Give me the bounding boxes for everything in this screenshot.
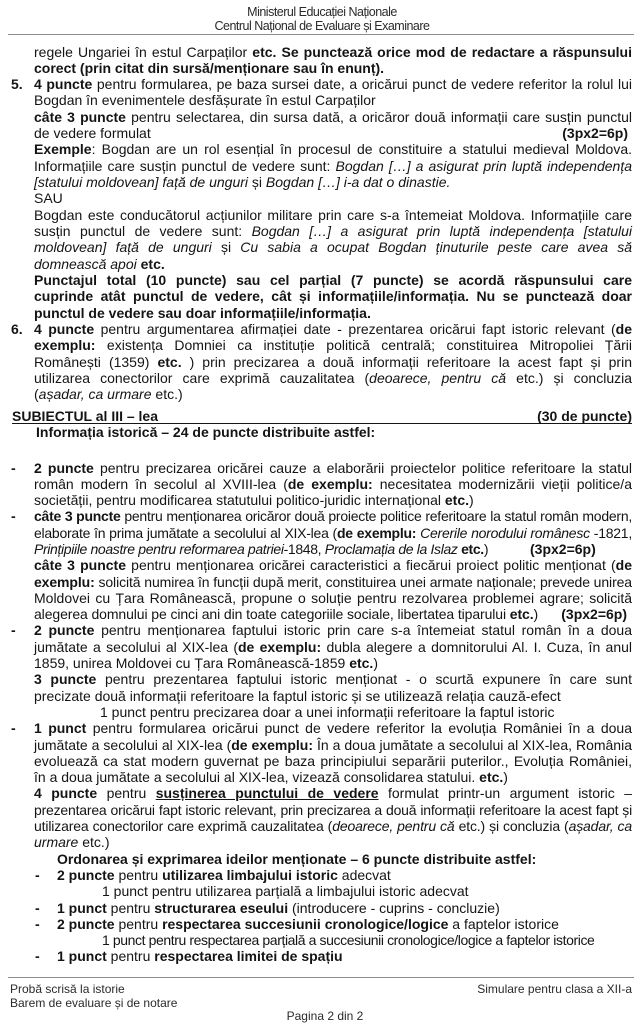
text-line (34, 288, 632, 304)
line-text: 1 punct pentru respectarea parțială a succesiunii cronologice/logice a faptelor istorice (102, 932, 595, 949)
bullet-item (11, 622, 632, 639)
line-text: pentru selectarea, din sursa dată, a oricăror două informații care susțin punctul (125, 108, 632, 125)
points-label: câte 3 puncte (34, 108, 126, 125)
line-text-bold: utilizarea limbajului istoric (162, 866, 338, 883)
partial-score-line (102, 883, 596, 899)
line-text-bold: respectarea succesiunii cronologice/logice (162, 915, 449, 932)
connector-text: așadar, ca (568, 818, 632, 835)
item-5-line (11, 76, 632, 93)
line-text-bold: de exemplu: (231, 736, 314, 753)
historical-info-heading: Informația istorică – 24 de puncte distribuite astfel: (36, 423, 376, 440)
text-line (34, 655, 632, 671)
line-body (34, 606, 542, 622)
line-text: (introducere - cuprins - concluzie) (288, 899, 500, 916)
bullet-dash: - (35, 866, 40, 883)
line-text-bold: de (615, 557, 632, 574)
line-text-bold: etc. (157, 353, 182, 370)
line-text: pentru argumentarea afirmației date - prezentarea oricărui fapt istoric relevant ( (94, 321, 616, 338)
line-text: și (248, 174, 266, 191)
line-text: pentru (114, 866, 163, 883)
bullet-dash: - (35, 948, 40, 965)
bullet-item (11, 459, 632, 476)
connector-text: urmare (34, 834, 79, 851)
text-line (34, 753, 632, 769)
connector-text: deoarece, pentru că (332, 818, 455, 835)
line-text: ) (503, 769, 508, 786)
underlined-emphasis: susținerea punctului de vedere (155, 785, 379, 802)
line-text: pentru (106, 899, 155, 916)
quote-text: [statului moldovean] față de unguri (34, 174, 249, 191)
text-line (34, 370, 632, 386)
line-text: utilizarea conectorilor care exprimă cauzalitatea ( (34, 818, 333, 835)
points-label: 4 puncte (34, 76, 93, 93)
line-text: regele Ungariei în estul Carpaților (34, 43, 253, 60)
text-line (34, 141, 632, 157)
text-line (34, 44, 632, 60)
line-text-bold: etc. (509, 606, 534, 623)
text-line (34, 92, 632, 108)
text-line (34, 272, 632, 288)
text-line (34, 174, 632, 190)
text-line (34, 337, 632, 353)
line-text-bold: etc. (140, 255, 165, 272)
item-6-line (11, 321, 632, 338)
text-line (34, 802, 632, 818)
line-text: Moldovei cu Țara Românească, propune o soluție pentru rezolvarea problemei agrare; solicită (34, 589, 632, 606)
text-line (34, 386, 632, 402)
bullet-item (35, 948, 632, 965)
line-text: : Bogdan are un rol esențial în procesul de constituire a statului medieval Moldova. (91, 141, 632, 158)
text-line (34, 671, 632, 687)
line-text: susțin punctul de vedere sunt: (34, 223, 252, 240)
footer-exam: Probă scrisă la istorie (10, 982, 125, 996)
line-text: pentru (114, 915, 163, 932)
line-text: pentru menționarea oricăror două proiecte politice referitoare la statul român modern, (120, 508, 632, 525)
subject-2-continuation (0, 44, 644, 403)
header-ministry: Ministerul Educației Naționale (247, 5, 397, 19)
subject-3-criteria (0, 460, 644, 965)
page-number: Pagina 2 din 2 (286, 1009, 364, 1023)
text-line (34, 354, 632, 370)
line-text: Informațiile care susțin punctul de vedere sunt: (34, 157, 336, 174)
line-text: etc.) (151, 386, 183, 403)
header-divider (8, 34, 634, 35)
text-line (34, 125, 632, 141)
line-text: dubla alegere a domnitorului Al. I. Cuza, în anul (321, 638, 633, 655)
connector-text: așadar, ca urmare (38, 386, 152, 403)
points-label: câte 3 puncte (34, 508, 121, 525)
footer-grading: Barem de evaluare și de notare (10, 996, 178, 1010)
points-label: 4 puncte (34, 785, 98, 802)
line-text-bold: etc. (349, 655, 374, 672)
text-line (34, 492, 632, 508)
line-text: societății, pentru modificarea statutului politico-juridic internațional (34, 492, 445, 509)
text-line (34, 737, 632, 753)
line-text-bold: structurarea eseului (154, 899, 289, 916)
text-line (34, 525, 632, 541)
line-text-bold: punctul de vedere sau doar informațiile/informația. (34, 304, 371, 321)
score-formula: (3px2=6p) (561, 606, 627, 623)
text-line (34, 769, 632, 785)
bullet-item (35, 866, 632, 883)
subject-3-heading (12, 409, 632, 425)
line-text-bold: exemplu: (34, 573, 95, 590)
line-body (34, 541, 490, 557)
subject-3-title: SUBIECTUL al III – lea (12, 407, 159, 424)
line-text-bold: exemplu: (34, 337, 96, 354)
points-label: 1 punct (34, 720, 87, 737)
text-line (34, 256, 632, 272)
score-formula: (3px2=6p) (562, 125, 628, 142)
line-text: SAU (34, 190, 63, 207)
line-text-bold: de exemplu: (287, 475, 373, 492)
quote-text: Bogdan […] i-a dat o dinastie. (265, 174, 451, 191)
quote-text: moldovean] față de unguri (34, 239, 212, 256)
line-text: ) (469, 492, 474, 509)
ordering-heading (57, 851, 632, 867)
bullet-dash: - (35, 899, 40, 916)
text-line (34, 541, 632, 557)
bullet-item (11, 720, 632, 737)
text-line (34, 574, 632, 590)
document-title: Cererile norodului românesc (420, 524, 590, 541)
line-text: pentru formularea, pe baza sursei date, a oricărui punct de vedere referitor la rolul lui (92, 76, 632, 93)
line-text-bold: etc. (479, 769, 504, 786)
line-text: ) (373, 655, 378, 672)
line-text: utilizarea conectorilor care exprimă cauzalitatea ( (34, 370, 370, 387)
bullet-item (35, 915, 632, 932)
text-line (34, 305, 632, 321)
ordering-heading-text: Ordonarea și exprimarea ideilor menționate – 6 puncte distribuite astfel: (57, 850, 537, 867)
line-text-bold: Punctajul total (10 puncte) sau cel parțial (7 puncte) se acordă răspunsului care (34, 272, 632, 289)
line-text: elaborate în prima jumătate a secolului al XIX-lea ( (34, 524, 337, 541)
text-line (34, 109, 632, 125)
bullet-item (11, 508, 632, 525)
line-text: jumătate a secolului al XIX-lea ( (34, 638, 238, 655)
score-formula: (3px2=6p) (530, 540, 596, 557)
line-text: pentru (106, 948, 155, 965)
points-label: 1 punct (57, 899, 107, 916)
partial-score-line (100, 704, 632, 720)
line-text: precizate două informații referitoare la faptul istoric și se utilizează relația cauză-efect (34, 687, 561, 704)
item-number: 5. (11, 76, 23, 93)
line-text: ) (533, 606, 539, 623)
line-text: jumătate a secolului al XIX-lea ( (34, 736, 232, 753)
line-text: existența Domniei ca instituție politică centrală; constituirea Mitropoliei Țării (95, 337, 632, 354)
quote-text: Cu sabia a ocupat Bogdan ținuturile peste care avea să (240, 239, 633, 256)
subject-3-points: (30 de puncte) (537, 407, 632, 424)
line-text-bold: etc. (444, 492, 469, 509)
partial-score-line (102, 932, 596, 948)
line-text: ( (34, 386, 39, 403)
line-text: și (211, 239, 241, 256)
line-text: ) prin precizarea a două informații referitoare la acest fapt și prin (181, 353, 632, 370)
line-text-bold: corect (prin citat din sursă/menționare sau în enunț). (34, 59, 385, 76)
line-text: pentru precizarea oricărei cauze a elaborării proiectelor politice referitoare la statul (93, 459, 632, 476)
line-text: de vedere formulat (34, 125, 151, 142)
line-text: alegerea domnului pe cinci ani din toate categoriile sociale, libertatea tiparului (34, 606, 510, 623)
line-text: etc.) și concluzia (506, 370, 633, 387)
text-line (34, 785, 632, 801)
line-text-bold: etc. (461, 540, 484, 557)
quote-text: Bogdan […] a asigurat prin luptă independența [statului (251, 223, 632, 240)
line-text: etc.) și concluzia ( (454, 818, 569, 835)
line-text: pentru prezentarea faptului istoric menționat - o scurtă expunere în care sunt (96, 671, 632, 688)
text-line (34, 639, 632, 655)
line-text: -1821, (589, 524, 632, 541)
line-text: prezentarea oricărui fapt istoric relevant, prin precizarea a două informații referitoare la acest fapt și (34, 801, 632, 818)
line-text: pentru menționarea oricărei caracteristici a fiecărui proiect politic menționat ( (126, 557, 616, 574)
footer-simulation: Simulare pentru clasa a XII-a (477, 982, 632, 996)
text-line (34, 476, 632, 492)
text-line (34, 60, 632, 76)
points-label: 4 puncte (34, 321, 95, 338)
text-line (34, 158, 632, 174)
bullet-dash: - (11, 459, 16, 476)
line-text: ) (483, 540, 489, 557)
points-label: 2 puncte (57, 915, 115, 932)
connector-text: deoarece, pentru că (369, 370, 507, 387)
line-text-bold: respectarea limitei de spațiu (154, 948, 343, 965)
line-text-bold: de exemplu: (238, 638, 322, 655)
points-label: 2 puncte (34, 459, 94, 476)
points-label: 2 puncte (34, 622, 95, 639)
line-text: a faptelor istorice (448, 915, 559, 932)
line-text: român modern în secolul al XVIII-lea ( (34, 475, 288, 492)
line-text: necesitatea modernizării vieții politice/a (372, 475, 632, 492)
bullet-dash: - (11, 622, 16, 639)
text-line (34, 818, 632, 834)
text-line (34, 239, 632, 255)
bullet-dash: - (11, 720, 16, 737)
line-text-bold: de (615, 321, 632, 338)
line-text: 1859, unirea Moldovei cu Țara Românească-1859 (34, 655, 350, 672)
quote-text: domnească apoi (34, 255, 137, 272)
line-text: solicită numirea în funcții după merit, constituirea unei armate naționale; prevede unirea (94, 573, 632, 590)
document-title: Prințipiile noastre pentru reformarea patriei (34, 540, 284, 557)
points-label: 3 puncte (34, 671, 97, 688)
bullet-dash: - (11, 508, 16, 525)
line-text: adecvat (337, 866, 391, 883)
bullet-item (35, 899, 632, 916)
line-text: 1 punct pentru precizarea doar a unei informații referitoare la faptul istoric (100, 703, 555, 720)
line-text: -1848, (283, 540, 325, 557)
examples-label: Exemple (34, 141, 92, 158)
line-text: în a doua jumătate a secolului al XIX-lea, vizează consolidarea statului. (34, 769, 480, 786)
item-number: 6. (11, 321, 23, 338)
header-center: Centrul Național de Evaluare și Examinare (214, 19, 430, 33)
line-text-bold: de exemplu: (336, 524, 417, 541)
line-text: 1 punct pentru utilizarea parțială a limbajului istoric adecvat (102, 883, 469, 900)
text-line (34, 834, 632, 850)
line-text: pentru menționarea faptului istoric prin care s-a întemeiat statul român în a doua (94, 622, 632, 639)
line-text-bold: cuprinde atât punctul de vedere, cât și informațiile/informația. Nu se punctează doar (34, 288, 632, 305)
quote-text: Bogdan […] a asigurat prin luptă independența (335, 157, 632, 174)
text-line (34, 223, 632, 239)
text-line (34, 207, 632, 223)
line-text: pentru (97, 785, 156, 802)
footer-divider (8, 977, 634, 978)
line-text: evoluează ca stat modern guvernat pe baza principiului separării puterilor., Evoluția României, (34, 752, 632, 769)
text-line (34, 190, 632, 206)
line-text: pentru formularea oricărui punct de vedere referitor la evoluția României în a doua (86, 720, 632, 737)
line-text: Bogdan în evenimentele desfășurate în estul Carpaților (34, 92, 376, 109)
line-text: etc.) (78, 834, 110, 851)
line-text: În a doua jumătate a secolului al XIX-lea, România (313, 736, 632, 753)
text-line (34, 606, 632, 622)
document-title: Proclamația de la Islaz (324, 540, 458, 557)
line-text: formulat printr-un argument istoric – (378, 785, 632, 802)
text-line (34, 557, 632, 573)
bullet-dash: - (35, 915, 40, 932)
line-text: Românești (1359) (34, 353, 158, 370)
points-label: 1 punct (57, 948, 107, 965)
text-line (34, 590, 632, 606)
line-text-bold: etc. Se punctează orice mod de redactare a răspunsului (252, 43, 632, 60)
points-label: câte 3 puncte (34, 557, 127, 574)
line-text: Bogdan este conducătorul acțiunilor militare prin care s-a întemeiat Moldova. Informațiile care (34, 206, 632, 223)
points-label: 2 puncte (57, 866, 115, 883)
text-line (34, 688, 632, 704)
